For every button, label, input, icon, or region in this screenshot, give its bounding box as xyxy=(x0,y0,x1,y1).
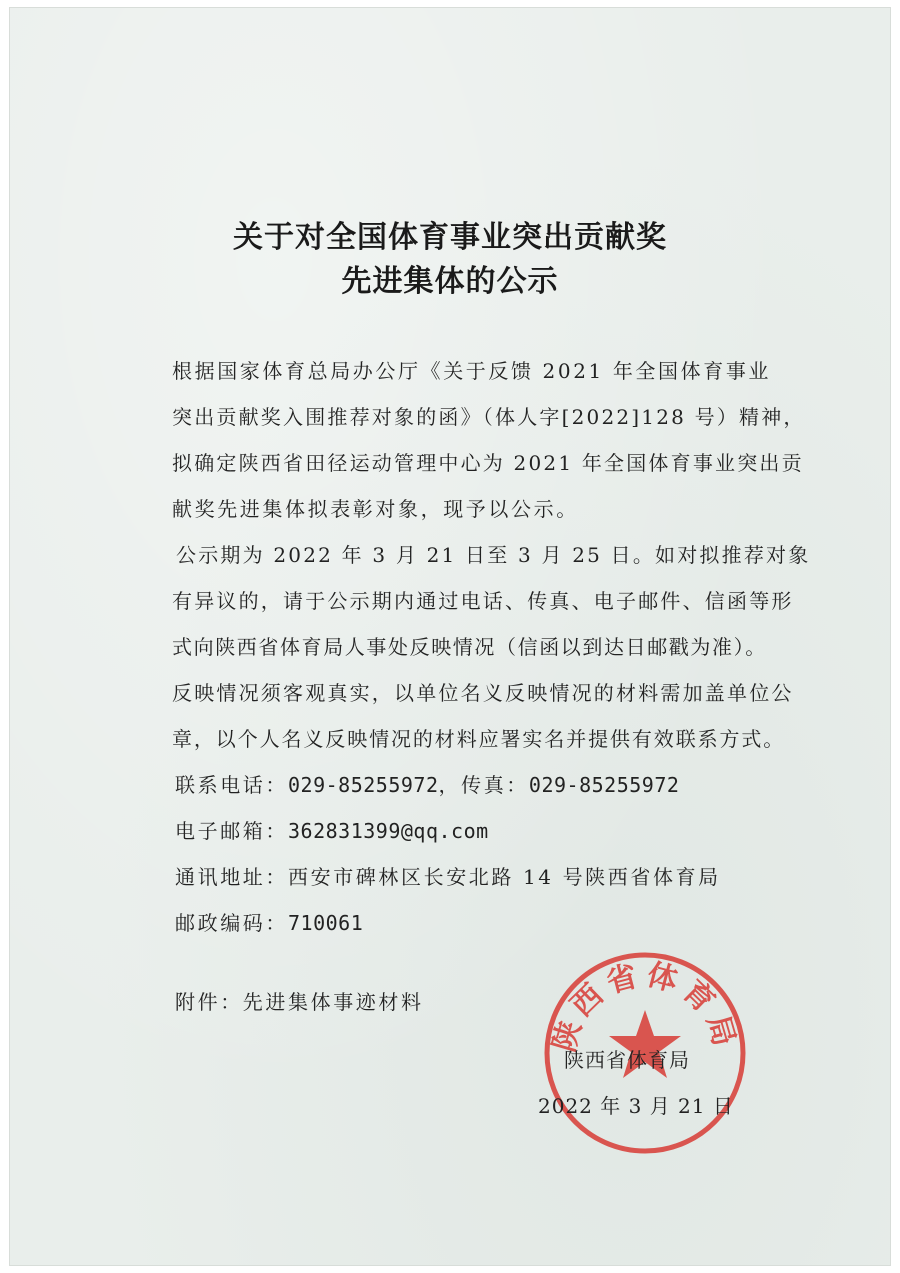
email-label: 电子邮箱： xyxy=(175,819,288,843)
phone-label: 联系电话： xyxy=(175,773,288,797)
seal-text: 陕西省体育局 xyxy=(546,957,744,1056)
fax-number: 029-85255972 xyxy=(528,773,680,797)
paragraph-2-line-4: 反映情况须客观真实，以单位名义反映情况的材料需加盖单位公 xyxy=(172,681,794,705)
contact-address-line xyxy=(175,861,721,890)
paragraph-1-line-3: 拟确定陕西省田径运动管理中心为 2021 年全国体育事业突出贡 xyxy=(172,451,804,475)
fax-label: ，传真： xyxy=(438,773,529,797)
phone-number: 029-85255972 xyxy=(288,773,439,797)
paragraph-1-line-1: 根据国家体育总局办公厅《关于反馈 2021 年全国体育事业 xyxy=(172,359,772,383)
issuer-name: 陕西省体育局 xyxy=(564,1048,690,1072)
postal-address: 西安市碑林区长安北路 14 号陕西省体育局 xyxy=(288,865,721,889)
paragraph-2-line-2: 有异议的，请于公示期内通过电话、传真、电子邮件、信函等形 xyxy=(172,589,794,613)
paragraph-2-line-3: 式向陕西省体育局人事处反映情况（信函以到达日邮戳为准）。 xyxy=(172,635,767,659)
paragraph-2-line-1: 公示期为 2022 年 3 月 21 日至 3 月 25 日。如对拟推荐对象 xyxy=(176,543,811,567)
issue-date: 2022 年 3 月 21 日 xyxy=(538,1094,734,1118)
paragraph-1-line-4: 献奖先进集体拟表彰对象，现予以公示。 xyxy=(172,497,579,521)
postcode-label: 邮政编码： xyxy=(175,911,288,935)
contact-postcode-line xyxy=(175,907,363,936)
email-address: 362831399@qq.com xyxy=(288,819,489,843)
document-title-line-2: 先进集体的公示 xyxy=(341,264,559,299)
paragraph-2-line-5: 章，以个人名义反映情况的材料应署实名并提供有效联系方式。 xyxy=(172,727,786,751)
attachment-note: 附件：先进集体事迹材料 xyxy=(175,990,424,1014)
address-label: 通讯地址： xyxy=(175,865,288,889)
contact-email-line xyxy=(175,815,489,844)
paragraph-1-line-2: 突出贡献奖入围推荐对象的函》（体人字[2022]128 号）精神， xyxy=(172,405,806,429)
postcode-value: 710061 xyxy=(288,911,364,935)
document-title-line-1: 关于对全国体育事业突出贡献奖 xyxy=(233,220,667,255)
contact-phone-line xyxy=(175,769,679,798)
